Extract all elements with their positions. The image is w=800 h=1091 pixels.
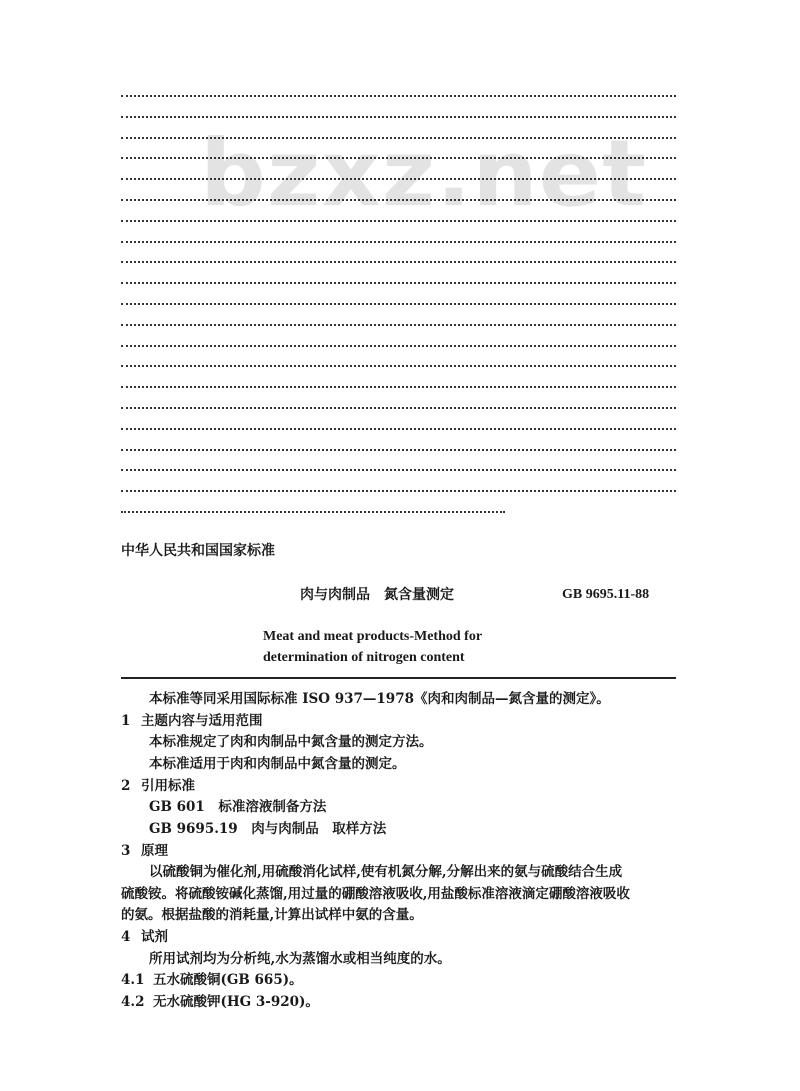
dotted-line xyxy=(121,218,676,239)
dotted-line xyxy=(121,405,676,426)
section-4-1-number: 4.1 xyxy=(121,972,145,988)
dotted-line xyxy=(121,447,676,468)
dotted-line xyxy=(121,426,676,447)
dotted-line xyxy=(121,301,676,322)
section-2-reference-1: GB 601 标准溶液制备方法 xyxy=(149,799,327,815)
dotted-line xyxy=(121,363,676,384)
dotted-line xyxy=(121,239,676,260)
dotted-line xyxy=(121,176,676,197)
section-3-line-1: 以硫酸铜为催化剂,用硫酸消化试样,使有机氮分解,分解出来的氨与硫酸结合生成 xyxy=(149,864,623,880)
section-3-line-3: 的氨。根据盐酸的消耗量,计算出试样中氨的含量。 xyxy=(121,907,423,923)
standard-title-en-line2: determination of nitrogen content xyxy=(263,650,465,665)
section-3-title: 原理 xyxy=(141,843,168,859)
standard-org: 中华人民共和国国家标准 xyxy=(121,543,275,559)
dotted-line xyxy=(121,343,676,364)
section-3-number: 3 xyxy=(121,843,131,859)
dotted-line xyxy=(121,384,676,405)
section-4-2-text: 无水硫酸钾(HG 3-920)。 xyxy=(153,994,319,1010)
standard-code: GB 9695.11-88 xyxy=(562,587,650,602)
dotted-placeholder-lines xyxy=(121,93,676,530)
dotted-line xyxy=(121,509,676,530)
standard-title-cn: 肉与肉制品 氮含量测定 xyxy=(300,587,454,603)
dotted-line xyxy=(121,259,676,280)
dotted-line xyxy=(121,488,676,509)
section-4-title: 试剂 xyxy=(141,929,168,945)
standard-title-en-line1: Meat and meat products-Method for xyxy=(263,629,483,644)
dotted-line xyxy=(121,155,676,176)
section-1-number: 1 xyxy=(121,713,131,729)
section-1-paragraph-2: 本标准适用于肉和肉制品中氮含量的测定。 xyxy=(149,756,406,772)
dotted-line xyxy=(121,322,676,343)
section-4-2-number: 4.2 xyxy=(121,994,145,1010)
header-rule xyxy=(121,677,676,679)
dotted-line xyxy=(121,114,676,135)
section-1-title: 主题内容与适用范围 xyxy=(141,713,263,729)
section-2-number: 2 xyxy=(121,778,131,794)
section-2-reference-2: GB 9695.19 肉与肉制品 取样方法 xyxy=(149,821,387,837)
dotted-line xyxy=(121,467,676,488)
section-1-paragraph-1: 本标准规定了肉和肉制品中氮含量的测定方法。 xyxy=(149,734,433,750)
intro-paragraph: 本标准等同采用国际标准 ISO 937—1978《肉和肉制品—氮含量的测定》。 xyxy=(149,691,610,707)
section-4-1-text: 五水硫酸铜(GB 665)。 xyxy=(153,972,303,988)
dotted-line xyxy=(121,280,676,301)
watermark: bzxz.net xyxy=(200,120,648,227)
section-3-line-2: 硫酸铵。将硫酸铵碱化蒸馏,用过量的硼酸溶液吸收,用盐酸标准溶液滴定硼酸溶液吸收 xyxy=(121,886,630,902)
dotted-line xyxy=(121,197,676,218)
dotted-line xyxy=(121,93,676,114)
section-4-number: 4 xyxy=(121,929,131,945)
dotted-line xyxy=(121,135,676,156)
section-4-paragraph: 所用试剂均为分析纯,水为蒸馏水或相当纯度的水。 xyxy=(149,951,451,967)
section-2-title: 引用标准 xyxy=(141,778,195,794)
